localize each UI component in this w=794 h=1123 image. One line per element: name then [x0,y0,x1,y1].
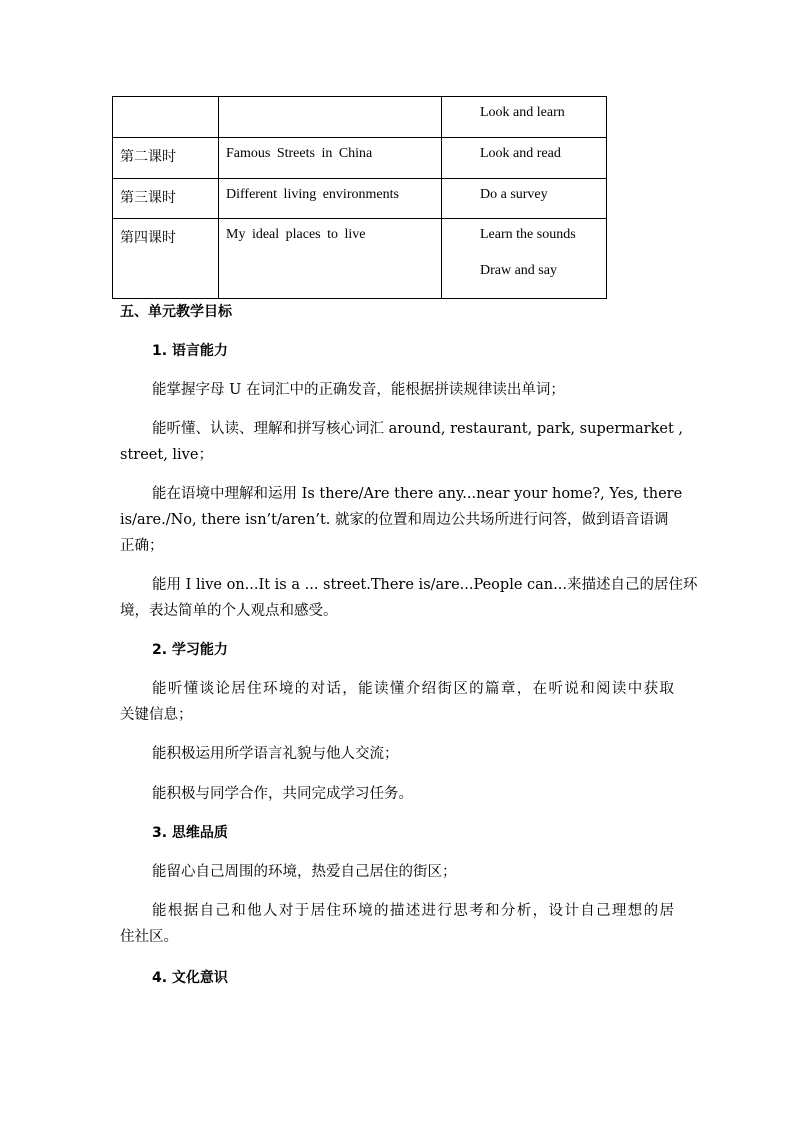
subsection-title-language: 1. 语言能力 [152,343,228,359]
section-title: 五、单元教学目标 [120,304,232,320]
topic-cell: Famous Streets in China [219,138,442,179]
topic-cell [219,97,442,138]
table-row [113,179,607,219]
lesson-cell: 第四课时 [113,219,219,299]
subsection-title-learning: 2. 学习能力 [152,642,228,658]
paragraph: 能留心自己周围的环境，热爱自己居住的街区； [152,864,457,880]
paragraph: 能积极与同学合作，共同完成学习任务。 [152,786,413,802]
activity-cell [442,219,607,299]
paragraph: 能用 I live on...It is a ... street.There is/are...People can...来描述自己的居住环 境，表达简单的个人观点和感受。 [120,577,698,619]
table-row [113,219,607,299]
lesson-cell: 第三课时 [113,179,219,219]
paragraph: 能听懂、认读、理解和拼写核心词汇 around, restaurant, park, supermarket , street, live； [120,421,683,463]
paragraph: 能掌握字母 U 在词汇中的正确发音，能根据拼读规律读出单词； [152,382,565,398]
subsection-title-culture: 4. 文化意识 [152,970,228,986]
activity-text: Do a survey [480,187,548,202]
lesson-table [112,96,607,299]
paragraph: 能在语境中理解和运用 Is there/Are there any...near your home?, Yes, there is/are./No, there isn’t/aren’t. 就家的位置和周边公共场所进行问答，做到语音语调 正确； [120,486,683,554]
paragraph: 能听懂谈论居住环境的对话，能读懂介绍街区的篇章，在听说和阅读中获取 关键信息； [120,681,674,723]
lesson-cell [113,97,219,138]
topic-cell: Different living environments [219,179,442,219]
table-row [113,97,607,138]
paragraph: 能根据自己和他人对于居住环境的描述进行思考和分析，设计自己理想的居 住社区。 [120,903,674,945]
lesson-cell: 第二课时 [113,138,219,179]
subsection-title-thinking: 3. 思维品质 [152,825,228,841]
activity-text: Learn the sounds [480,227,576,242]
topic-cell: My ideal places to live [219,219,442,299]
activity-cell [442,179,607,219]
activity-text: Look and read [480,146,561,161]
paragraph: 能积极运用所学语言礼貌与他人交流； [152,746,399,762]
activity-cell [442,97,607,138]
table-row [113,138,607,179]
activity-cell [442,138,607,179]
activity-text: Look and learn [480,105,565,120]
activity-text: Draw and say [480,263,557,278]
